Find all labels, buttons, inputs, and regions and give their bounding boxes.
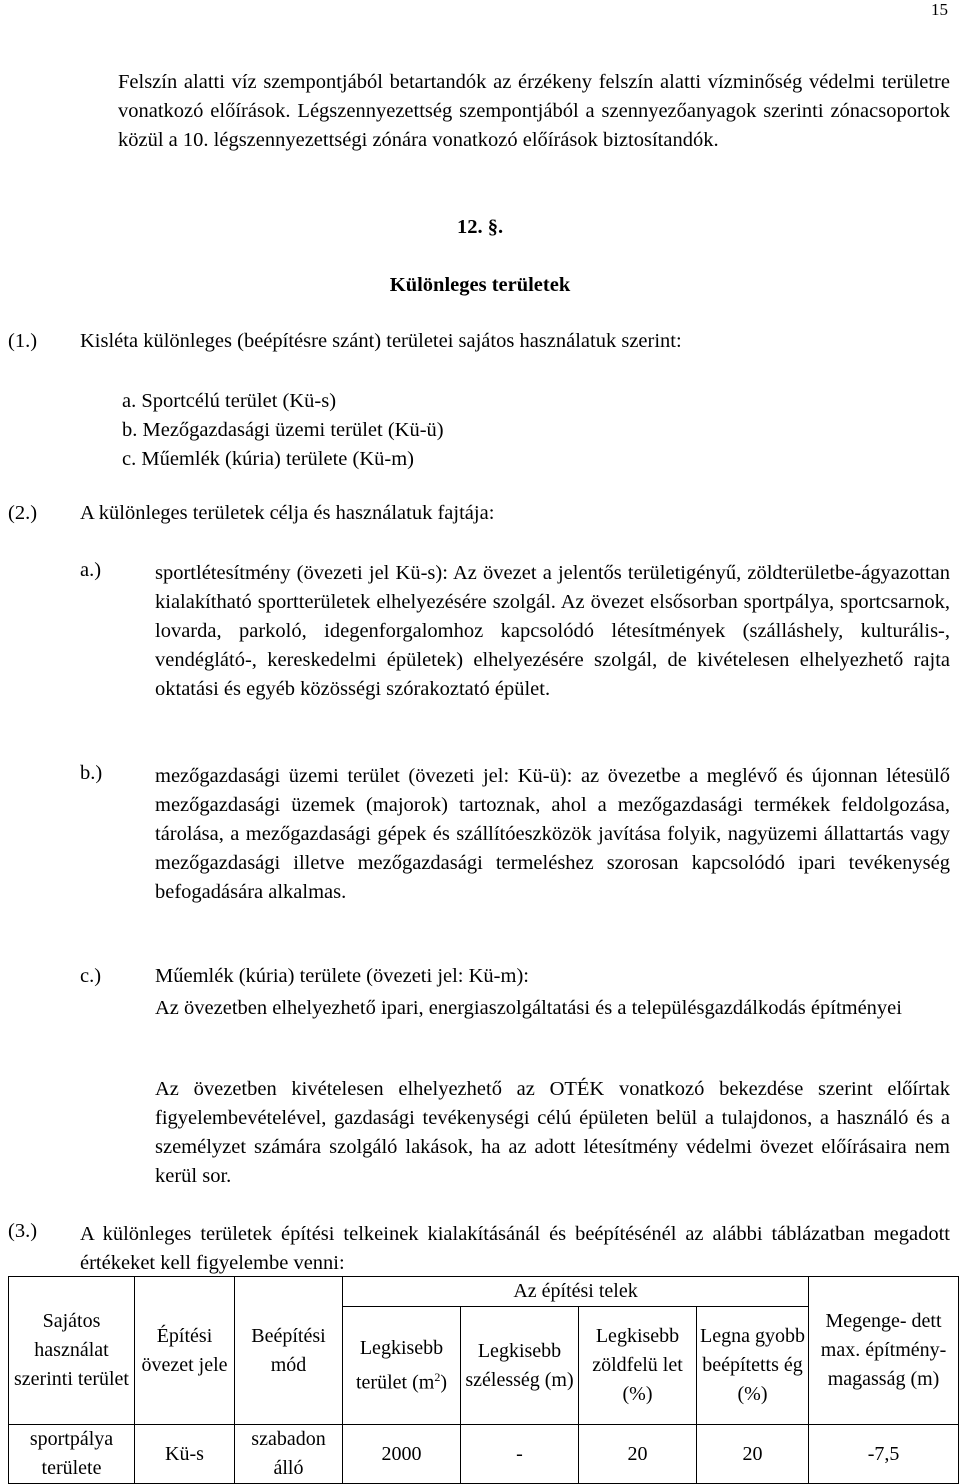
item-c-marker: c.) (80, 965, 102, 987)
header-mode: Beépítési mód (235, 1277, 343, 1425)
paragraph-1-text: Kisléta különleges (beépítésre szánt) területei sajátos használatuk szerint: (80, 330, 682, 352)
header-use: Sajátos használat szerinti terület (9, 1277, 135, 1425)
item-c-text: Az övezetben elhelyezhető ipari, energiaszolgáltatási és a településgazdálkodás építményei (155, 997, 902, 1019)
row-width: - (461, 1425, 579, 1484)
header-area: Legkisebb terület $(m^2)$ (343, 1307, 461, 1425)
list-item: a. Sportcélú terület (Kü-s) (122, 390, 337, 412)
item-c-heading: Műemlék (kúria) területe (övezeti jel: Kü-m): (155, 965, 529, 987)
row-built: 20 (697, 1425, 809, 1484)
header-built: Legna gyobb beépítetts ég (%) (697, 1307, 809, 1425)
item-a-text: sportlétesítmény (övezeti jel Kü-s): Az övezet a jelentős területigényű, zöldterületbe-ágyazottan kialakítható sportterületek elhelyezésére szolgál. Az övezet elsősorban sportpálya, sportcsarnok, lovarda, parkoló, idegenforgalomhoz kapcsolódó létesítmények (szálláshely, kulturális-, vendéglátó-, kereskedelmi épületek) elhelyezésére szolgál, de kivételesen elhelyezhető rajta oktatási és egyéb közösségi szórakoztató épület. (155, 562, 950, 700)
item-b-marker: b.) (80, 762, 103, 784)
header-zone: Építési övezet jele (135, 1277, 235, 1425)
item-a-marker: a.) (80, 559, 102, 581)
row-area: 2000 (343, 1425, 461, 1484)
row-green: 20 (579, 1425, 697, 1484)
header-green: Legkisebb zöldfelü let (%) (579, 1307, 697, 1425)
intro-paragraph: Felszín alatti víz szempontjából betartandók az érzékeny felszín alatti vízminőség védelmi területre vonatkozó előírások. Légszennyezettség szempontjából a szennyezőanyagok szerinti zónacsoportok közül a 10. légszennyezettségi zónára vonatkozó előírások biztosítandók. (118, 71, 950, 151)
page-number: 15 (931, 0, 948, 19)
header-height: Megenge- dett max. építmény- magasság (m) (809, 1277, 959, 1425)
row-zone: Kü-s (135, 1425, 235, 1484)
paragraph-2-marker: (2.) (8, 502, 38, 524)
header-width: Legkisebb szélesség (m) (461, 1307, 579, 1425)
list-item: b. Mezőgazdasági üzemi terület (Kü-ü) (122, 419, 444, 441)
paragraph-3-text: A különleges területek építési telkeinek kialakításánál és beépítésénél az alábbi táblázatban megadott értékeket kell figyelembe venni: (80, 1223, 950, 1274)
paragraph-3-marker: (3.) (8, 1220, 38, 1242)
regulation-table (8, 1276, 959, 1484)
section-title: Különleges területek (389, 274, 571, 296)
item-c-text-2: Az övezetben kivételesen elhelyezhető az OTÉK vonatkozó bekezdése szerint előírtak figyelembevételével, gazdasági tevékenységi célú épületen belül a tulajdonos, a használó és a személyzet számára szolgáló lakások, ha az adott létesítmény védelmi övezet előírásaira nem kerül sor. (155, 1078, 950, 1187)
list-item: c. Műemlék (kúria) területe (Kü-m) (122, 448, 415, 470)
paragraph-1-marker: (1.) (8, 330, 38, 352)
section-number: 12. §. (456, 216, 504, 238)
header-group: Az építési telek (343, 1277, 809, 1307)
row-mode: szabadon álló (235, 1425, 343, 1484)
item-b-text: mezőgazdasági üzemi terület (övezeti jel: Kü-ü): az övezetbe a meglévő és újonnan létesülő mezőgazdasági üzemek (majorok) tartoznak, ahol a mezőgazdasági termékek feldolgozása, tárolása, a mezőgazdasági gépek és szállítóeszközök javítása folyik, nagyüzemi állattartás vagy mezőgazdasági illetve mezőgazdasági termeléshez szorosan kapcsolódó ipari tevékenység befogadására alkalmas. (155, 765, 950, 903)
row-height: -7,5 (809, 1425, 959, 1484)
row-use: sportpálya területe (9, 1425, 135, 1484)
paragraph-2-text: A különleges területek célja és használatuk fajtája: (80, 502, 495, 524)
